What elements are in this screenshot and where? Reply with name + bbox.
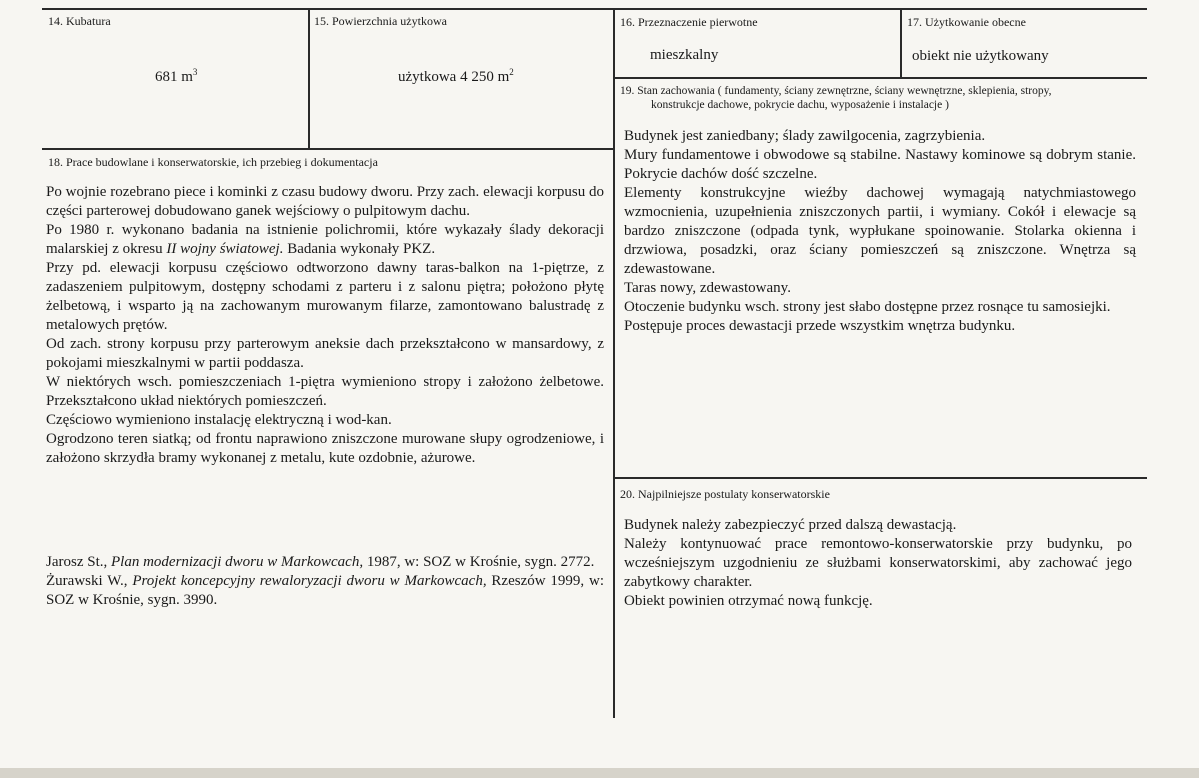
reference-entry bbox=[46, 572, 604, 610]
reference-source: 1987, w: SOZ w Krośnie, sygn. 2772. bbox=[363, 554, 595, 570]
field-17-label: 17. Użytkowanie obecne bbox=[907, 15, 1026, 29]
field-19-label-line1: 19. Stan zachowania ( fundamenty, ściany zewnętrzne, ściany wewnętrzne, sklepienia, stropy, bbox=[620, 85, 1052, 97]
state-line: Postępuje proces dewastacji przede wszystkim wnętrza budynku. bbox=[624, 318, 1016, 334]
divider-14-15 bbox=[308, 8, 310, 149]
rule-under-16-17 bbox=[615, 77, 1147, 79]
area-unit-exponent: 2 bbox=[509, 67, 514, 77]
state-line: Budynek jest zaniedbany; ślady zawilgocenia, zagrzybienia. bbox=[624, 128, 986, 144]
reference-author: Żurawski W., bbox=[46, 573, 133, 589]
works-text: Badania wykonały PKZ. bbox=[283, 241, 436, 257]
field-15-value bbox=[398, 63, 514, 86]
works-paragraph: Przy pd. elewacji korpusu częściowo odtworzono dawny taras-balkon na 1-piętrze, z zadaszeniem pulpitowym, dostępny schodami z parteru i z salonu piętra; położono płytę żelbetową, i wsparto ją na zachowanym murowanym filarze, zamontowano balustradę z metalowych prętów. bbox=[46, 260, 604, 333]
cubature-value: 681 m bbox=[155, 69, 193, 85]
reference-source: Rzeszów 1999, w: SOZ w Krośnie, sygn. 3990. bbox=[46, 573, 604, 608]
top-border bbox=[42, 8, 1147, 10]
state-line: Mury fundamentowe i obwodowe są stabilne. Nastawy kominowe są dobrym stanie. Pokrycie dachów dość szczelne. bbox=[624, 147, 1136, 182]
page-bottom-edge bbox=[0, 768, 1199, 778]
field-19-label-line2: konstrukcje dachowe, pokrycie dachu, wyposażenie i instalacje ) bbox=[651, 99, 949, 111]
field-14-label: 14. Kubatura bbox=[48, 14, 111, 28]
works-paragraph: Od zach. strony korpusu przy parterowym aneksie dach przekształcono w mansardowy, z pokojami mieszkalnymi w partii poddasza. bbox=[46, 336, 604, 371]
cubature-unit-exponent: 3 bbox=[192, 67, 198, 77]
field-18-body bbox=[46, 183, 604, 468]
works-paragraph: Częściowo wymieniono instalację elektryczną i wod-kan. bbox=[46, 412, 392, 428]
usable-area-value: użytkowa 4 250 m bbox=[398, 69, 510, 85]
rule-above-20 bbox=[615, 477, 1147, 479]
works-paragraph: Ogrodzono teren siatką; od frontu naprawiono zniszczone murowane słupy ogrodzeniowe, i założono skrzydła bramy wykonanej z metalu, kute ozdobnie, ażurowe. bbox=[46, 431, 604, 466]
field-14-value bbox=[155, 63, 197, 86]
field-15-label: 15. Powierzchnia użytkowa bbox=[314, 14, 447, 28]
field-20-body bbox=[624, 516, 1132, 611]
divider-16-17 bbox=[900, 8, 902, 78]
rule-above-18 bbox=[42, 148, 615, 150]
center-divider bbox=[613, 8, 615, 718]
postulate-line: Obiekt powinien otrzymać nową funkcję. bbox=[624, 593, 873, 609]
field-19-body bbox=[624, 127, 1136, 336]
works-text: Po 1980 r. wykonano badania na istnienie polichromii, które wykazały ślady dekoracji malarskiej z okresu bbox=[46, 222, 604, 257]
field-18-label: 18. Prace budowlane i konserwatorskie, ich przebieg i dokumentacja bbox=[48, 155, 378, 169]
reference-title: Plan modernizacji dworu w Markowcach, bbox=[111, 554, 364, 570]
works-paragraph bbox=[46, 221, 604, 259]
reference-title: Projekt koncepcyjny rewaloryzacji dworu w Markowcach, bbox=[132, 573, 487, 589]
postulate-line: Budynek należy zabezpieczyć przed dalszą dewastacją. bbox=[624, 517, 957, 533]
field-16-label: 16. Przeznaczenie pierwotne bbox=[620, 15, 758, 29]
works-paragraph: Po wojnie rozebrano piece i kominki z czasu budowy dworu. Przy zach. elewacji korpusu do części parterowej dobudowano ganek wejściowy o pulpitowym dachu. bbox=[46, 184, 604, 219]
state-line: Taras nowy, zdewastowany. bbox=[624, 280, 791, 296]
works-paragraph: W niektórych wsch. pomieszczeniach 1-piętra wymieniono stropy i założono żelbetowe. Przekształcono układ niektórych pomieszczeń. bbox=[46, 374, 604, 409]
field-18-references bbox=[46, 553, 604, 610]
field-16-value: mieszkalny bbox=[650, 47, 719, 63]
field-20-label: 20. Najpilniejsze postulaty konserwatorskie bbox=[620, 487, 830, 501]
state-line: Elementy konstrukcyjne wieźby dachowej wymagają natychmiastowego wzmocnienia, uzupełnienia zniszczonych partii, i wymiany. Cokół i elewacje są bardzo zniszczone (odpada tynk, wypłukane spoinowanie. Stolarka okienna i drzwiowa, posadzki, oraz ściany pomieszczeń są zniszczone. Wnętrza są zdewastowane. bbox=[624, 185, 1136, 277]
state-line: Otoczenie budynku wsch. strony jest słabo dostępne przez rosnące tu samosiejki. bbox=[624, 299, 1111, 315]
works-text-italic: II wojny światowej. bbox=[166, 241, 284, 257]
postulate-line: Należy kontynuować prace remontowo-konserwatorskie przy budynku, po wcześniejszym uzgodnieniu ze służbami konserwatorskimi, aby zachować jego zabytkowy charakter. bbox=[624, 536, 1132, 590]
field-17-value: obiekt nie użytkowany bbox=[912, 48, 1049, 64]
reference-entry bbox=[46, 553, 604, 572]
reference-author: Jarosz St., bbox=[46, 554, 111, 570]
